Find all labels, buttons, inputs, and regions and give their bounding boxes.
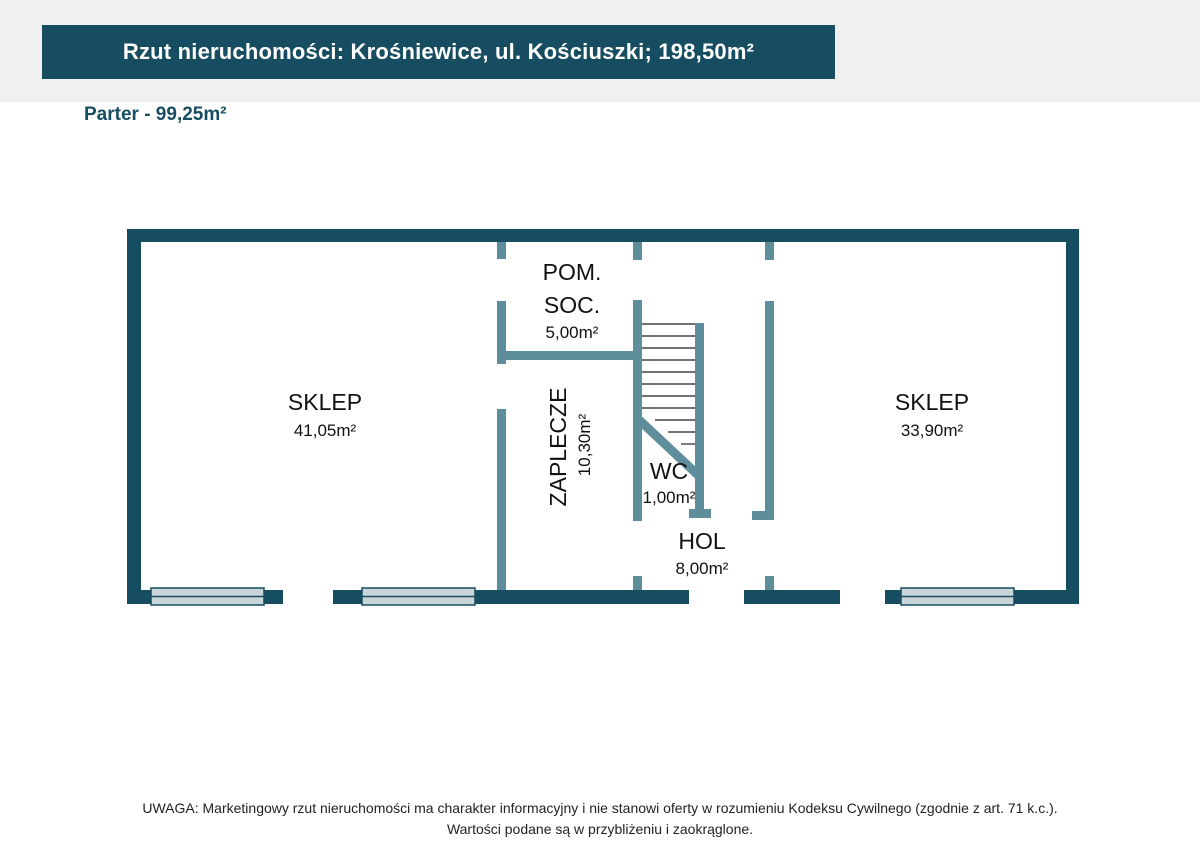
- inner-wall-a-low: [497, 409, 506, 590]
- inner-wall-b-mid: [633, 300, 642, 521]
- disclaimer-line-2: Wartości podane są w przybliżeniu i zaokrąglone.: [446, 821, 754, 837]
- wall-left: [127, 229, 141, 604]
- room-area: 1,00m²: [642, 488, 696, 507]
- room-area: 8,00m²: [675, 559, 729, 578]
- window-left-1: [151, 588, 264, 605]
- room-zaplecze: [545, 388, 594, 507]
- room-hol: [676, 528, 729, 578]
- room-area: 10,30m²: [575, 413, 594, 477]
- inner-wall-b-top: [633, 242, 642, 260]
- room-name: SKLEP: [287, 389, 363, 415]
- outer-walls: [127, 229, 1079, 604]
- room-name: HOL: [678, 528, 726, 554]
- page-title: Rzut nieruchomości: Krośniewice, ul. Kościuszki; 198,50m²: [42, 25, 835, 79]
- room-name-line2: SOC.: [543, 292, 601, 318]
- room-wc: [643, 458, 696, 507]
- room-pom-soc: [543, 259, 602, 342]
- room-sklep-left: [288, 389, 362, 440]
- staircase: [636, 324, 699, 476]
- room-name: SKLEP: [894, 389, 970, 415]
- inner-wall-b-low: [633, 576, 642, 590]
- room-sklep-right: [895, 389, 969, 440]
- inner-wall-c-top: [765, 242, 774, 260]
- inner-wall-wc-right: [695, 323, 704, 516]
- room-name: WC: [649, 458, 689, 484]
- inner-wall-pom-soc-bottom: [497, 351, 640, 360]
- inner-walls: [497, 242, 774, 590]
- disclaimer-line-1: UWAGA: Marketingowy rzut nieruchomości ma charakter informacyjny i nie stanowi oferty w rozumieniu Kodeksu Cywilnego (zgodnie z art. 71 k.c.).: [142, 800, 1058, 816]
- wall-top: [127, 229, 1079, 242]
- inner-wall-a-top: [497, 242, 506, 259]
- window-left-2: [362, 588, 475, 605]
- room-area: 41,05m²: [293, 421, 357, 440]
- inner-wall-c-foot: [752, 511, 774, 520]
- room-name-line1: POM.: [542, 259, 602, 285]
- room-area: 5,00m²: [545, 323, 599, 342]
- wall-bottom-seg-3: [744, 590, 840, 604]
- room-area: 33,90m²: [900, 421, 964, 440]
- room-name: ZAPLECZE: [545, 387, 571, 507]
- inner-wall-wc-bottom: [689, 509, 711, 518]
- window-right: [901, 588, 1014, 605]
- inner-wall-c-low: [765, 576, 774, 590]
- inner-wall-c-mid: [765, 301, 774, 520]
- floor-label: Parter - 99,25m²: [84, 104, 227, 125]
- wall-right: [1066, 229, 1079, 604]
